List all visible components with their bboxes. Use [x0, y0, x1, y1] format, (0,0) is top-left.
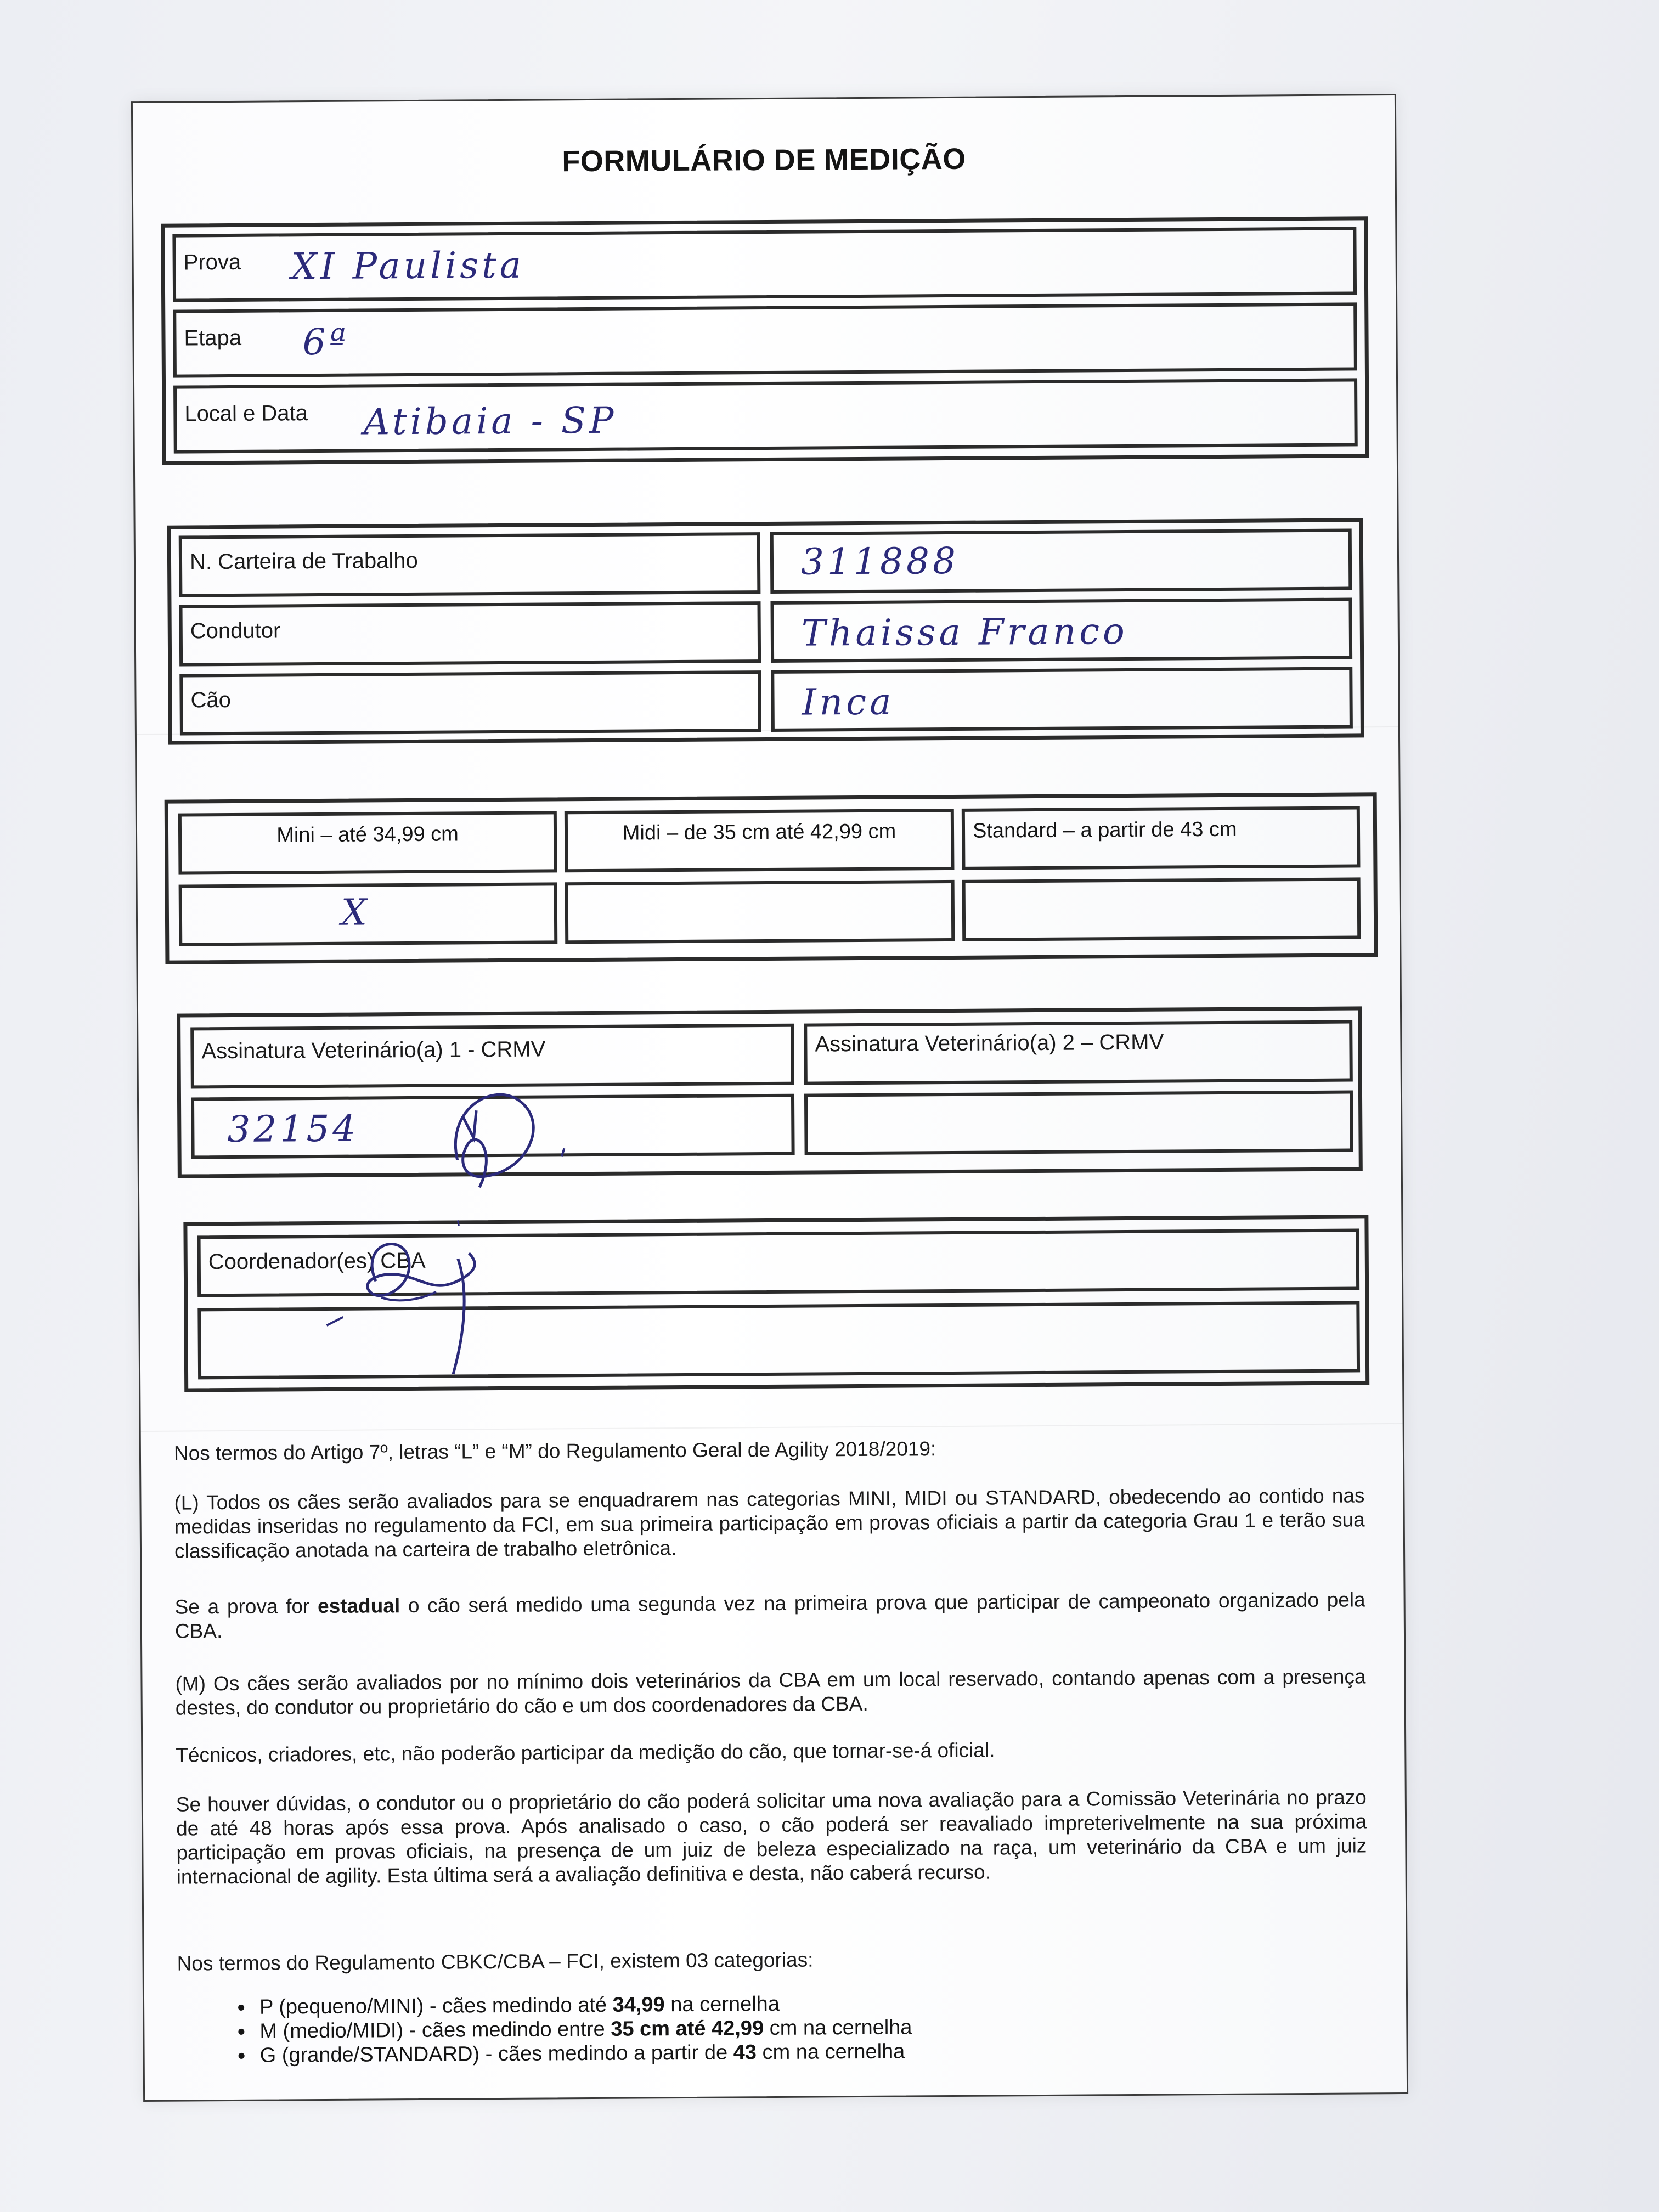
- vet-signature-scribble: [424, 1077, 589, 1193]
- coordinator-label: Coordenador(es) CBA: [208, 1248, 426, 1274]
- form-title: FORMULÁRIO DE MEDIÇÃO: [562, 142, 966, 178]
- category-mini-label: Mini – até 34,99 cm: [276, 822, 459, 847]
- carteira-label-cell: [179, 532, 761, 597]
- event-section: [161, 216, 1369, 465]
- category-midi-header: [565, 809, 955, 872]
- category-standard-label: Standard – a partir de 43 cm: [972, 817, 1237, 843]
- category-section: [165, 792, 1378, 964]
- cao-label-cell: [179, 670, 761, 735]
- category-midi-label: Midi – de 35 cm até 42,99 cm: [622, 820, 896, 845]
- paragraph-l: (L) Todos os cães serão avaliados para se enquadrarem nas categorias MINI, MIDI ou STANDARD, obedecendo ao contido nas medidas inseridas no regulamento da FCI, em sua primeira participação em provas oficiais a partir da categoria Grau 1 e terão sua classificação anotada na carteira de trabalho eletrônica.: [174, 1484, 1365, 1562]
- event-row-local: [173, 378, 1358, 453]
- local-data-value: Atibaia - SP: [363, 399, 617, 443]
- condutor-label-cell: [179, 601, 761, 666]
- etapa-label: Etapa: [184, 325, 242, 351]
- event-row-etapa: [173, 302, 1357, 377]
- condutor-label: Condutor: [190, 618, 281, 644]
- list-item: • G (grande/STANDARD) - cães medindo a partir de 43 cm na cernelha: [255, 2039, 912, 2067]
- coordinator-signature-scribble: [293, 1209, 524, 1386]
- category-mini-header: [178, 811, 557, 874]
- carteira-value: 311888: [800, 539, 960, 583]
- carteira-value-cell: [770, 529, 1352, 594]
- vet1-label: Assinatura Veterinário(a) 1 - CRMV: [201, 1037, 546, 1064]
- vet-section: [177, 1006, 1363, 1178]
- cao-value: Inca: [802, 680, 895, 724]
- category-mini-mark-cell: [179, 882, 558, 946]
- local-data-label: Local e Data: [184, 401, 308, 426]
- list-item: • P (pequeno/MINI) - cães medindo até 34,99 na cernelha: [254, 1991, 912, 2019]
- paragraph-categorias: Nos termos do Regulamento CBKC/CBA – FCI, existem 03 categorias:: [177, 1948, 814, 1975]
- prova-label: Prova: [183, 250, 241, 275]
- carteira-label: N. Carteira de Trabalho: [189, 548, 418, 574]
- list-item: • M (medio/MIDI) - cães medindo entre 35 cm até 42,99 cm na cernelha: [254, 2015, 912, 2043]
- paragraph-duvidas: Se houver dúvidas, o condutor ou o proprietário do cão poderá solicitar uma nova avaliação para a Comissão Veterinária no prazo de até 48 horas após essa prova. Após analisado o caso, o cão poderá ser reavaliado impreterivelmente na sua próxima participação em provas oficiais, na presença de um juiz de beleza especializado na raça, um veterinário da CBA e um juiz internacional de agility. Esta última será a avaliação definitiva e desta, não caberá recurso.: [176, 1786, 1367, 1888]
- cao-label: Cão: [190, 687, 232, 713]
- category-standard-header: [962, 806, 1361, 870]
- vet2-signature-cell: [804, 1091, 1353, 1155]
- measurement-form-paper: [131, 94, 1408, 2102]
- event-row-prova: [172, 227, 1357, 302]
- vet1-crmv: 32154: [227, 1107, 359, 1151]
- etapa-value: 6ª: [302, 320, 350, 364]
- cao-value-cell: [771, 667, 1353, 731]
- vet2-label: Assinatura Veterinário(a) 2 – CRMV: [815, 1030, 1164, 1057]
- category-midi-mark-cell: [565, 880, 955, 944]
- paragraph-estadual: Se a prova for estadual o cão será medido uma segunda vez na primeira prova que participar de campeonato organizado pela CBA.: [174, 1588, 1365, 1643]
- vet2-label-cell: [804, 1020, 1353, 1085]
- paper-fold: [141, 1423, 1403, 1432]
- category-standard-mark-cell: [962, 877, 1361, 941]
- condutor-value-cell: [770, 597, 1352, 662]
- condutor-value: Thaissa Franco: [801, 610, 1128, 654]
- prova-value: XI Paulista: [291, 244, 525, 288]
- handler-section: [167, 518, 1364, 744]
- paragraph-m: (M) Os cães serão avaliados por no mínimo dois veterinários da CBA em um local reservado, contando apenas com a presença destes, do condutor ou proprietário do cão e um dos coordenadores da CBA.: [175, 1665, 1366, 1719]
- category-mini-mark: X: [341, 891, 371, 934]
- categories-list: [221, 1991, 912, 2068]
- paragraph-tecnicos: Técnicos, criadores, etc, não poderão participar da medição do cão, que tornar-se-á oficial.: [176, 1739, 995, 1767]
- regulation-intro: Nos termos do Artigo 7º, letras “L” e “M” do Regulamento Geral de Agility 2018/2019:: [173, 1437, 936, 1465]
